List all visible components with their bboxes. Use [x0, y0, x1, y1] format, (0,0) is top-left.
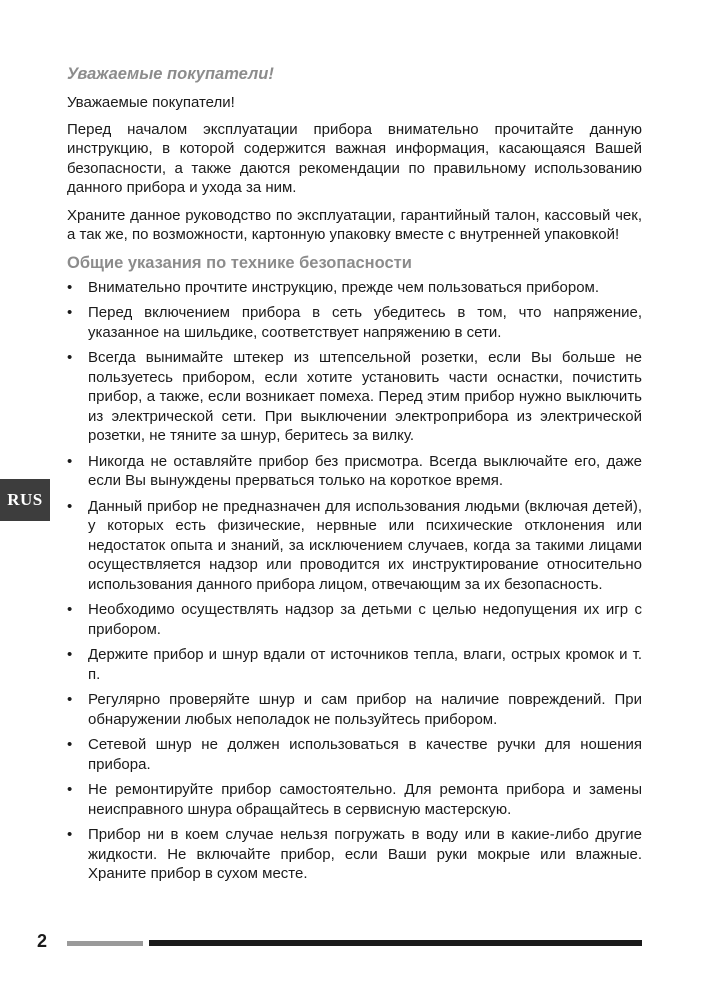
list-item	[67, 690, 642, 729]
list-item	[67, 825, 642, 884]
list-item	[67, 452, 642, 491]
list-item-text: Данный прибор не предназначен для использования людьми (включая детей), у которых есть физические, нервные или психические отклонения или недостаток опыта и знаний, за исключением случаев, когда за такими лицами осуществляется надзор или проводится их инструктирование относительно использования данного прибора лицом, отвечающим за их безопасность.	[88, 497, 642, 593]
list-item	[67, 303, 642, 342]
bullet-icon: •	[67, 601, 73, 618]
intro-paragraph-2: Храните данное руководство по эксплуатации, гарантийный талон, кассовый чек, а так же, по возможности, картонную упаковку вместе с внутренней упаковкой!	[67, 206, 642, 243]
greeting-text: Уважаемые покупатели!	[67, 94, 235, 111]
list-item-text: Регулярно проверяйте шнур и сам прибор на наличие повреждений. При обнаружении любых неполадок не пользуйтесь прибором.	[88, 691, 642, 728]
safety-section-title: Общие указания по технике безопасности	[67, 253, 412, 272]
page-title: Уважаемые покупатели!	[67, 65, 274, 83]
list-item	[67, 348, 642, 446]
intro-paragraph-1: Перед началом эксплуатации прибора внимательно прочитайте данную инструкцию, в которой содержится важная информация, касающаяся Вашей безопасности, а также даются рекомендации по правильному использованию данного прибора и ухода за ним.	[67, 120, 642, 196]
list-item-text: Необходимо осуществлять надзор за детьми с целью недопущения их игр с прибором.	[88, 601, 642, 638]
list-item	[67, 497, 642, 595]
list-item	[67, 780, 642, 819]
list-item	[67, 735, 642, 774]
list-item	[67, 645, 642, 684]
bullet-icon: •	[67, 304, 73, 321]
list-item-text: Прибор ни в коем случае нельзя погружать в воду или в какие-либо другие жидкости. Не включайте прибор, если Ваши руки мокрые или влажные. Храните прибор в сухом месте.	[88, 826, 642, 882]
list-item-text: Перед включением прибора в сеть убедитесь в том, что напряжение, указанное на шильдике, соответствует напряжению в сети.	[88, 304, 642, 341]
list-item-text: Никогда не оставляйте прибор без присмотра. Всегда выключайте его, даже если Вы вынуждены прерваться только на короткое время.	[88, 452, 642, 489]
list-item-text: Внимательно прочтите инструкцию, прежде чем пользоваться прибором.	[88, 278, 600, 296]
language-tab	[0, 479, 50, 521]
bullet-icon: •	[67, 452, 73, 470]
list-item	[67, 278, 642, 298]
list-item-text: Не ремонтируйте прибор самостоятельно. Для ремонта прибора и замены неисправного шнура обращайтесь в сервисную мастерскую.	[88, 781, 642, 818]
safety-list	[67, 278, 642, 884]
bullet-icon: •	[67, 497, 73, 515]
footer-divider-dark	[149, 940, 642, 946]
list-item	[67, 600, 642, 639]
page-content	[67, 64, 642, 890]
bullet-icon: •	[67, 781, 73, 798]
list-item-text: Сетевой шнур не должен использоваться в качестве ручки для ношения прибора.	[88, 736, 642, 773]
bullet-icon: •	[67, 278, 73, 296]
page-number: 2	[37, 931, 48, 951]
list-item-text: Держите прибор и шнур вдали от источников тепла, влаги, острых кромок и т. п.	[88, 646, 642, 683]
bullet-icon: •	[67, 826, 73, 843]
language-label: RUS	[7, 490, 43, 509]
bullet-icon: •	[67, 349, 73, 366]
list-item-text: Всегда вынимайте штекер из штепсельной розетки, если Вы больше не пользуетесь прибором, если хотите установить части оснастки, почистить прибор, а также, если возникает помеха. Перед этим прибор нужно выключить из электрической сети. При выключении электроприбора из электрической розетки, не тяните за шнур, беритесь за вилку.	[88, 349, 642, 444]
bullet-icon: •	[67, 646, 73, 663]
footer-divider-light	[67, 941, 143, 946]
bullet-icon: •	[67, 691, 73, 708]
bullet-icon: •	[67, 736, 73, 753]
